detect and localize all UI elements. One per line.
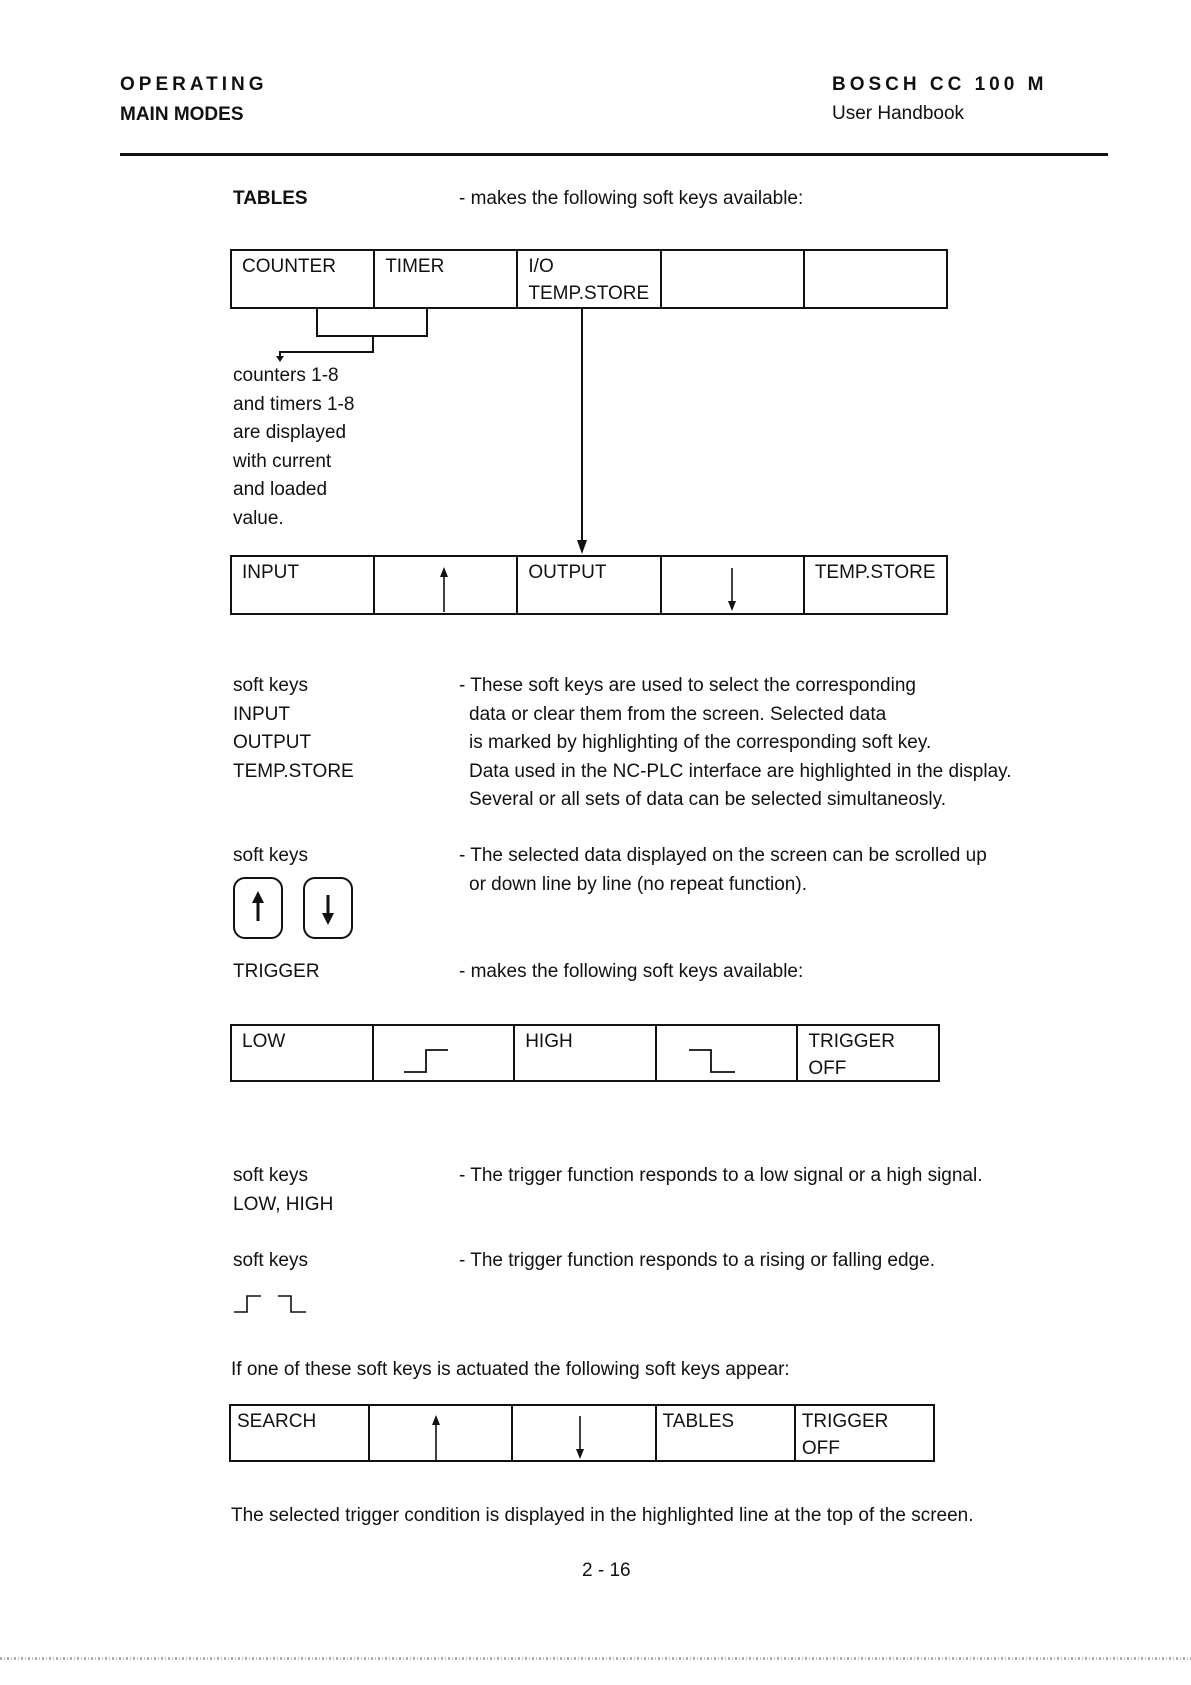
softkey-io-temp-store[interactable] [518, 251, 661, 307]
softkey-label: HIGH [525, 1031, 573, 1052]
io-explanation-keys: soft keys INPUT OUTPUT TEMP.STORE [233, 675, 354, 782]
softkey-high[interactable] [515, 1026, 657, 1080]
scroll-keys-label: soft keys [233, 845, 308, 866]
arrow-down-icon [570, 1412, 590, 1462]
arrow-up-icon [426, 1412, 446, 1462]
search-softkey-row [229, 1404, 935, 1462]
scan-artifact [0, 1657, 1191, 1660]
softkey-trigger-off[interactable] [796, 1406, 933, 1460]
softkey-temp-store[interactable] [805, 557, 946, 613]
subsection-title: MAIN MODES [120, 104, 244, 125]
softkey-label: SEARCH [237, 1411, 317, 1432]
arrow-up-icon [434, 564, 454, 614]
trigger-label: TRIGGER [233, 961, 320, 982]
softkey-label-line2: OFF [808, 1058, 847, 1079]
softkey-scroll-down[interactable] [662, 557, 805, 613]
edge-explanation-text: - The trigger function responds to a rising or falling edge. [459, 1250, 935, 1271]
hardware-key-down[interactable] [303, 877, 353, 939]
softkey-label-line1: I/O [528, 256, 554, 277]
doc-type: User Handbook [832, 103, 965, 124]
softkey-label: OUTPUT [528, 562, 607, 583]
arrow-down-icon [722, 564, 742, 614]
page-number: 2 - 16 [582, 1560, 631, 1581]
softkey-timer[interactable] [375, 251, 518, 307]
softkey-scroll-up[interactable] [375, 557, 518, 613]
arrow-down-icon [577, 540, 587, 554]
softkey-empty-4[interactable] [662, 251, 805, 307]
hardware-key-up[interactable] [233, 877, 283, 939]
tables-label: TABLES [233, 188, 308, 209]
rising-edge-icon [402, 1036, 462, 1076]
softkey-label-line1: TRIGGER [808, 1031, 895, 1052]
softkey-counter[interactable] [232, 251, 375, 307]
trigger-description: - makes the following soft keys available: [459, 961, 804, 982]
edge-explanation-label: soft keys [233, 1250, 308, 1271]
softkey-input[interactable] [232, 557, 375, 613]
softkey-label: INPUT [242, 562, 299, 583]
trigger-softkey-row [230, 1024, 940, 1082]
level-explanation-text: - The trigger function responds to a low signal or a high signal. [459, 1165, 983, 1186]
softkey-label: TABLES [662, 1411, 735, 1432]
arrow-up-icon [235, 879, 281, 937]
product-title: BOSCH CC 100 M [832, 74, 1048, 95]
softkey-label: LOW [242, 1031, 286, 1052]
counter-timer-note: counters 1-8 and timers 1-8 are displayed with current and loaded value. [233, 365, 355, 529]
softkey-scroll-down[interactable] [513, 1406, 656, 1460]
softkey-output[interactable] [518, 557, 661, 613]
softkey-empty-5[interactable] [805, 251, 946, 307]
actuated-note: If one of these soft keys is actuated the following soft keys appear: [231, 1359, 790, 1380]
softkey-label: TEMP.STORE [814, 562, 936, 583]
softkey-scroll-up[interactable] [370, 1406, 513, 1460]
softkey-falling-edge[interactable] [657, 1026, 799, 1080]
scroll-explanation-text: - The selected data displayed on the screen can be scrolled up or down line by line (no repeat function). [459, 845, 987, 895]
io-explanation-text: - These soft keys are used to select the corresponding data or clear them from the screen. Selected data is marked by highlighting of the corresponding soft key. Data used in the NC-PLC interface are highlighted in the display. Several or all sets of data can be selected simultaneosly. [459, 675, 1012, 810]
softkey-rising-edge[interactable] [374, 1026, 516, 1080]
arrow-down-icon [305, 879, 351, 937]
softkey-tables[interactable] [657, 1406, 796, 1460]
softkey-search[interactable] [231, 1406, 370, 1460]
section-title: OPERATING [120, 74, 268, 95]
falling-edge-icon [687, 1036, 747, 1076]
final-note: The selected trigger condition is displayed in the highlighted line at the top of the screen. [231, 1505, 974, 1526]
softkey-label: COUNTER [242, 256, 336, 277]
falling-edge-icon [272, 1292, 312, 1316]
io-softkey-row [230, 555, 948, 615]
softkey-low[interactable] [232, 1026, 374, 1080]
softkey-label: TIMER [385, 256, 445, 277]
tables-softkey-row [230, 249, 948, 309]
softkey-trigger-off[interactable] [798, 1026, 938, 1080]
level-explanation-keys: soft keys LOW, HIGH [233, 1165, 334, 1215]
header-divider [120, 153, 1108, 156]
softkey-label-line1: TRIGGER [801, 1411, 889, 1432]
softkey-label-line2: TEMP.STORE [528, 283, 650, 304]
softkey-label-line2: OFF [801, 1438, 840, 1459]
tables-description: - makes the following soft keys available: [459, 188, 804, 209]
